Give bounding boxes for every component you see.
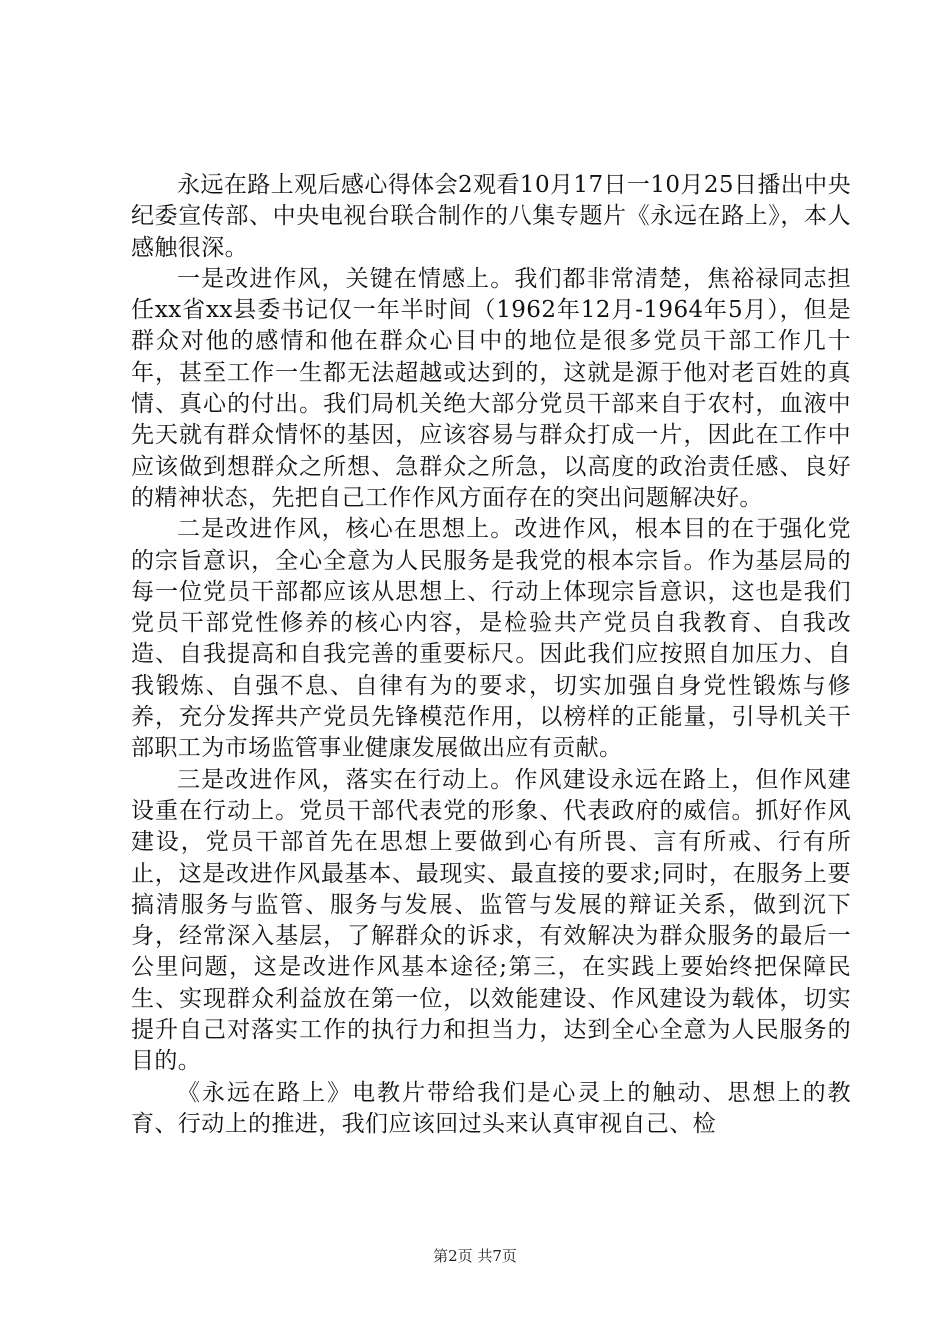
page-number-footer: 第2页 共7页 (433, 1247, 517, 1265)
paragraph-conclusion: 《永远在路上》电教片带给我们是心灵上的触动、思想上的教育、行动上的推进，我们应该回过头来认真审视自己、检 (131, 1079, 851, 1137)
paragraph-point-one: 一是改进作风，关键在情感上。我们都非常清楚，焦裕禄同志担任xx省xx县委书记仅一年半时间（1962年12月-1964年5月），但是群众对他的感情和他在群众心目中的地位是很多党员干部工作几十年，甚至工作一生都无法超越或达到的，这就是源于他对老百姓的真情、真心的付出。我们局机关绝大部分党员干部来自于农村，血液中先天就有群众情怀的基因，应该容易与群众打成一片，因此在工作中应该做到想群众之所想、急群众之所急，以高度的政治责任感、良好的精神状态，先把自己工作作风方面存在的突出问题解决好。 (131, 265, 851, 511)
document-body (131, 170, 851, 1140)
paragraph-point-three: 三是改进作风，落实在行动上。作风建设永远在路上，但作风建设重在行动上。党员干部代表党的形象、代表政府的威信。抓好作风建设，党员干部首先在思想上要做到心有所畏、言有所戒、行有所止，这是改进作风最基本、最现实、最直接的要求;同时，在服务上要搞清服务与监管、服务与发展、监管与发展的辩证关系，做到沉下身，经常深入基层，了解群众的诉求，有效解决为群众服务的最后一公里问题，这是改进作风基本途径;第三，在实践上要始终把保障民生、实现群众利益放在第一位，以效能建设、作风建设为载体，切实提升自己对落实工作的执行力和担当力，达到全心全意为人民服务的目的。 (131, 766, 851, 1075)
paragraph-point-two: 二是改进作风，核心在思想上。改进作风，根本目的在于强化党的宗旨意识，全心全意为人民服务是我党的根本宗旨。作为基层局的每一位党员干部都应该从思想上、行动上体现宗旨意识，这也是我们党员干部党性修养的核心内容，是检验共产党员自我教育、自我改造、自我提高和自我完善的重要标尺。因此我们应按照自加压力、自我锻炼、自强不息、自律有为的要求，切实加强自身党性锻炼与修养，充分发挥共产党员先锋模范作用，以榜样的正能量，引导机关干部职工为市场监管事业健康发展做出应有贡献。 (131, 516, 851, 762)
paragraph-intro: 永远在路上观后感心得体会2观看10月17日一10月25日播出中央纪委宣传部、中央电视台联合制作的八集专题片《永远在路上》，本人感触很深。 (131, 172, 851, 261)
